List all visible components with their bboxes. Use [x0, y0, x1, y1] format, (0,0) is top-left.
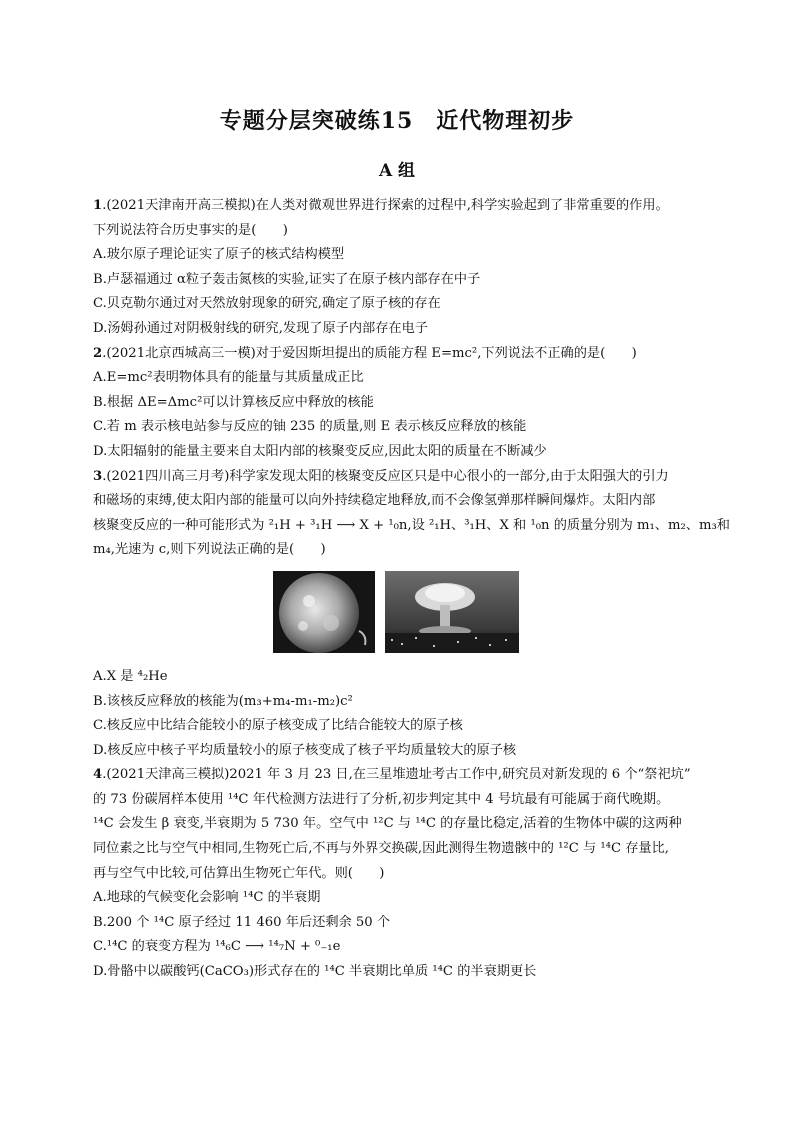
text-line	[93, 935, 703, 960]
line-text: B.200 个 ¹⁴C 原子经过 11 460 年后还剩余 50 个	[93, 914, 391, 930]
text-line	[93, 366, 703, 391]
mushroom-cloud-image	[385, 571, 519, 653]
text-line	[93, 194, 703, 219]
text-line	[93, 268, 703, 293]
line-text: .(2021天津高三模拟)2021 年 3 月 23 日,在三星堆遗址考古工作中,研究员对新发现的 6 个“祭祀坑”	[102, 767, 691, 783]
text-line	[93, 489, 703, 514]
text-line	[93, 391, 703, 416]
text-line	[93, 219, 703, 244]
line-text: C.贝克勒尔通过对天然放射现象的研究,确定了原子核的存在	[93, 296, 441, 312]
line-text: B.该核反应释放的核能为(m₃+m₄-m₁-m₂)c²	[93, 693, 353, 709]
text-line	[93, 415, 703, 440]
section-heading: A 组	[378, 161, 416, 181]
text-line	[93, 788, 703, 813]
line-text: C.¹⁴C 的衰变方程为 ¹⁴₆C ⟶ ¹⁴₇N + ⁰₋₁e	[93, 939, 341, 955]
text-line	[93, 465, 703, 490]
text-line	[93, 514, 730, 539]
text-line	[93, 690, 703, 715]
line-text: C.若 m 表示核电站参与反应的铀 235 的质量,则 E 表示核反应释放的核能	[93, 419, 527, 435]
text-line	[93, 960, 703, 985]
line-text: 下列说法符合历史事实的是( )	[93, 222, 288, 238]
question-block-1	[93, 194, 730, 563]
line-text: D.汤姆孙通过对阴极射线的研究,发现了原子内部存在电子	[93, 320, 428, 336]
question-number: 4	[93, 767, 103, 783]
text-line	[93, 292, 703, 317]
line-text: B.卢瑟福通过 α粒子轰击氮核的实验,证实了在原子核内部存在中子	[93, 271, 481, 287]
line-text: 的 73 份碳屑样本使用 ¹⁴C 年代检测方法进行了分析,初步判定其中 4 号坑最有可能属于商代晚期。	[93, 791, 670, 807]
line-text: A.地球的气候变化会影响 ¹⁴C 的半衰期	[93, 890, 321, 906]
question-number: 1	[93, 198, 103, 213]
text-line	[93, 538, 703, 563]
line-text: A.E=mc²表明物体具有的能量与其质量成正比	[93, 370, 364, 386]
line-text: A.X 是 ⁴₂He	[93, 668, 168, 684]
text-line	[93, 763, 703, 788]
line-text: C.核反应中比结合能较小的原子核变成了比结合能较大的原子核	[93, 718, 463, 734]
text-line	[93, 911, 703, 936]
line-text: D.太阳辐射的能量主要来自太阳内部的核聚变反应,因此太阳的质量在不断减少	[93, 443, 547, 459]
text-line	[93, 243, 703, 268]
line-text: 核聚变反应的一种可能形式为 ²₁H + ³₁H ⟶ X + ¹₀n,设 ²₁H、³₁H、X 和 ¹₀n 的质量分别为 m₁、m₂、m₃和	[93, 517, 730, 533]
line-text: m₄,光速为 c,则下列说法正确的是( )	[93, 542, 326, 558]
text-line	[93, 812, 703, 837]
line-text: 再与空气中比较,可估算出生物死亡年代。则( )	[93, 865, 385, 881]
text-line	[93, 342, 703, 367]
line-text: D.核反应中核子平均质量较小的原子核变成了核子平均质量较大的原子核	[93, 742, 517, 758]
text-line	[93, 714, 703, 739]
text-line	[93, 440, 703, 465]
page-title: 专题分层突破练15 近代物理初步	[219, 108, 575, 134]
line-text: 同位素之比与空气中相同,生物死亡后,不再与外界交换碳,因此测得生物遗骸中的 ¹²C 与 ¹⁴C 存量比,	[93, 841, 669, 857]
text-line	[93, 665, 703, 690]
line-text: ¹⁴C 会发生 β 衰变,半衰期为 5 730 年。空气中 ¹²C 与 ¹⁴C 的存量比稳定,活着的生物体中碳的这两种	[93, 816, 682, 832]
question-content	[93, 194, 730, 985]
figure-row	[93, 571, 703, 661]
question-number: 3	[93, 468, 103, 484]
line-text: 和磁场的束缚,使太阳内部的能量可以向外持续稳定地释放,而不会像氢弹那样瞬间爆炸。太阳内部	[93, 493, 656, 509]
text-line	[93, 739, 703, 764]
line-text: .(2021四川高三月考)科学家发现太阳的核聚变反应区只是中心很小的一部分,由于太阳强大的引力	[102, 468, 669, 484]
line-text: D.骨骼中以碳酸钙(CaCO₃)形式存在的 ¹⁴C 半衰期比单质 ¹⁴C 的半衰期更长	[93, 964, 537, 980]
question-number: 2	[93, 345, 103, 361]
sun-image	[273, 571, 375, 653]
line-text: .(2021北京西城高三一模)对于爱因斯坦提出的质能方程 E=mc²,下列说法不正确的是( )	[102, 345, 637, 361]
question-block-2	[93, 665, 703, 985]
text-line	[93, 862, 703, 887]
text-line	[93, 837, 703, 862]
text-line	[93, 317, 703, 342]
text-line	[93, 886, 703, 911]
line-text: .(2021天津南开高三模拟)在人类对微观世界进行探索的过程中,科学实验起到了非常重要的作用。	[102, 198, 669, 213]
line-text: A.玻尔原子理论证实了原子的核式结构模型	[93, 247, 345, 263]
line-text: B.根据 ΔE=Δmc²可以计算核反应中释放的核能	[93, 394, 374, 410]
